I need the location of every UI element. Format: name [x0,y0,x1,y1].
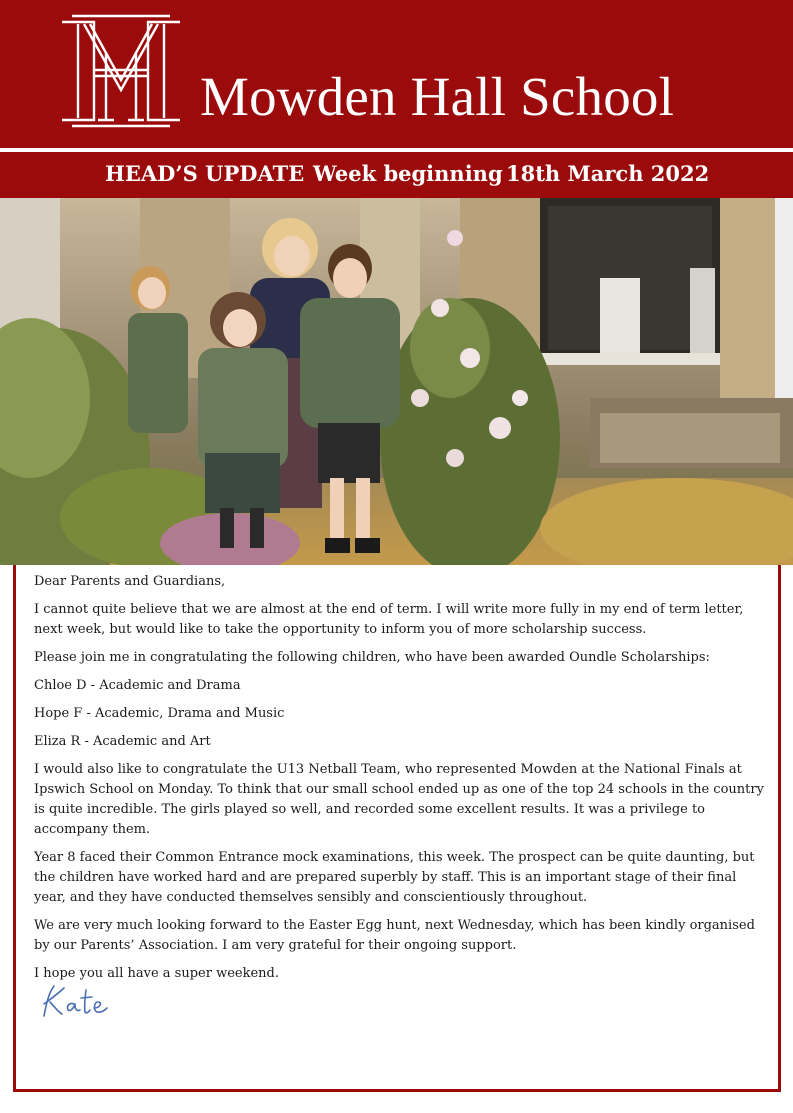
letter-paragraph: I would also like to congratulate the U13 Netball Team, who represented Mowden at the National Finals at Ipswich School on Monday. To think that our small school ended up as one of the top 24 schools in the country is quite incredible. The girls played so well, and recorded some excellent results. It was a privilege to accompany them. [34,762,764,837]
school-name: Mowden Hall School [200,66,675,127]
letter-body [34,572,764,992]
update-banner [0,152,793,198]
banner-title: HEAD’S UPDATE [105,161,305,186]
scholarship-entry: Hope F - Academic, Drama and Music [34,706,285,721]
mh-monogram-icon [58,12,184,130]
banner-date: 18th March 2022 [506,161,710,186]
scholarship-entry: Eliza R - Academic and Art [34,734,211,749]
scholarship-entry: Chloe D - Academic and Drama [34,678,241,693]
letter-paragraph: Please join me in congratulating the following children, who have been awarded Oundle Scholarships: [34,650,710,665]
header [0,0,793,148]
signature [40,980,112,1022]
school-photo-image [0,198,793,565]
closing-line: I hope you all have a super weekend. [34,966,279,981]
letter-paragraph: We are very much looking forward to the Easter Egg hunt, next Wednesday, which has been kindly organised by our Parents’ Association. I am very grateful for their ongoing support. [34,918,755,953]
salutation: Dear Parents and Guardians, [34,574,226,589]
letter-paragraph: I cannot quite believe that we are almost at the end of term. I will write more fully in my end of term letter, next week, but would like to take the opportunity to inform you of more scholarship success. [34,602,744,637]
banner-week-label: Week beginning [313,161,503,186]
letter-paragraph: Year 8 faced their Common Entrance mock examinations, this week. The prospect can be quite daunting, but the children have worked hard and are prepared superbly by staff. This is an important stage of their final year, and they have conducted themselves sensibly and conscientiously throughout. [34,850,755,905]
